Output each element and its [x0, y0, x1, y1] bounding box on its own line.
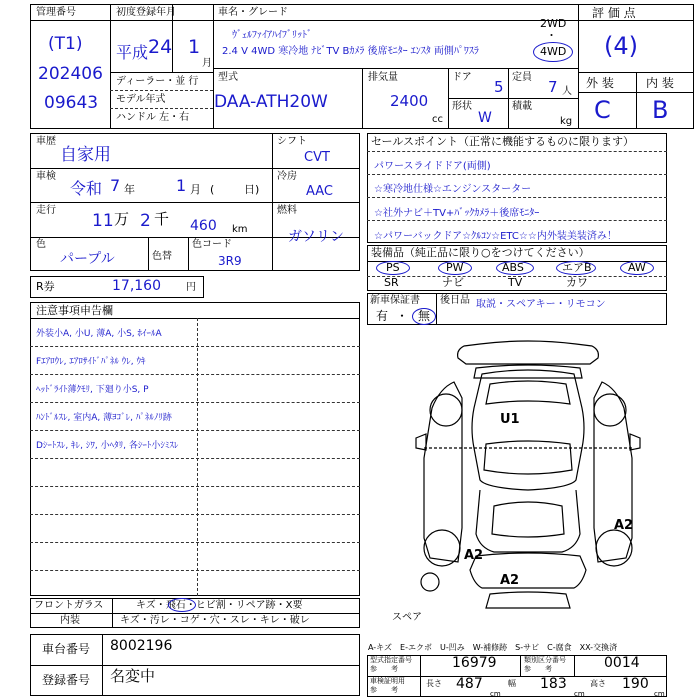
score-value: (4)	[604, 32, 638, 60]
drive-4wd-circle	[533, 42, 573, 62]
ac-value: AAC	[306, 184, 333, 199]
type-designation-label: 型式指定番号 参 考	[370, 656, 412, 673]
month-unit: 月	[202, 58, 212, 69]
color-label: 色	[36, 239, 46, 250]
recycle-label: R券	[36, 280, 55, 293]
interior-cond-label: 内装	[60, 615, 80, 626]
type-label: 型式	[218, 72, 238, 83]
drive-4wd: 4WD	[540, 45, 567, 58]
mileage-man: 11	[92, 211, 114, 231]
history-value: 自家用	[60, 145, 111, 165]
day-open: (	[210, 183, 215, 196]
mileage-rest: 460	[190, 218, 217, 234]
score-label: 評 価 点	[592, 6, 636, 20]
reg-label: 登録番号	[42, 673, 91, 687]
damage-mark-a2-front: A2	[500, 573, 520, 588]
damage-mark-a2-left: A2	[464, 548, 484, 563]
cc-label: 排気量	[368, 72, 398, 83]
inspection-era: 令和	[70, 179, 103, 198]
door-label: ドア	[452, 72, 472, 83]
fuel-label: 燃料	[277, 205, 297, 216]
equip-airbag: エアB	[562, 261, 592, 274]
type-designation-value: 16979	[452, 655, 497, 671]
handle-label: ハンドル 左・右	[116, 112, 190, 123]
height-value: 190	[622, 676, 649, 692]
color-code: 3R9	[218, 254, 242, 268]
note-5: Dｼｰﾄｽﾚ, ｷﾚ, ｼﾜ, 小ﾍﾀﾘ, 各ｼｰﾄ小ｼﾐｽﾚ	[36, 441, 179, 451]
color-code-label: 色コード	[192, 239, 232, 250]
shift-label: シフト	[277, 136, 307, 147]
sales-point-1: パワースライドドア(両側)	[374, 161, 491, 172]
sales-point-2: ☆寒冷地仕様☆エンジンスターター	[374, 184, 532, 195]
month-unit-2: 月	[190, 183, 201, 196]
notes-label: 注意事項申告欄	[36, 304, 113, 317]
recycle-unit: 円	[186, 282, 196, 293]
mileage-label: 走行	[36, 205, 56, 216]
equip-abs: ABS	[502, 261, 524, 274]
circle-pw	[438, 261, 472, 275]
model-year-label: モデル年式	[116, 94, 166, 105]
front-glass-label: フロントガラス	[34, 600, 104, 611]
kanri-label: 管理番号	[36, 7, 76, 18]
circle-aw	[620, 261, 654, 275]
fuel-value: ガソリン	[288, 229, 344, 245]
equip-navi: ナビ	[442, 276, 464, 289]
exterior-label: 外 装	[586, 76, 614, 90]
day-close: 日)	[244, 183, 260, 196]
equipment-label: 装備品（純正品に限り○をつけてください）	[371, 246, 590, 259]
note-4: ﾊﾝﾄﾞﾙｽﾚ, 室内A, 薄ﾖｺﾞﾚ, ﾊﾟﾈﾙﾉﾘ跡	[36, 413, 172, 423]
capacity-value: 7	[548, 78, 558, 96]
name-line2: 2.4 V 4WD 寒冷地 ﾅﾋﾞTV Bｶﾒﾗ 後席ﾓﾆﾀｰ ｴﾝｽﾀ 両側ﾊﾟﾜｽﾗ	[222, 46, 479, 57]
warranty-no: 無	[418, 309, 431, 323]
warranty-yes: 有	[376, 309, 389, 323]
class-value: 0014	[604, 655, 640, 671]
history-label: 車歴	[36, 136, 56, 147]
warranty-dot: ・	[396, 309, 409, 323]
shape-label: 形状	[452, 101, 472, 112]
inspection-year: 7	[110, 176, 121, 195]
length-value: 487	[456, 676, 483, 692]
equip-ps: PS	[386, 261, 400, 274]
chassis-value: 8002196	[110, 638, 173, 654]
reg-month: 1	[188, 36, 201, 58]
accessories-label: 後日品	[440, 295, 470, 306]
reg-value: 名変中	[110, 667, 156, 685]
interior-label: 内 装	[646, 76, 674, 90]
capacity-label: 定員	[512, 72, 532, 83]
equip-tv: TV	[508, 276, 523, 289]
chassis-label: 車台番号	[42, 642, 91, 656]
shift-value: CVT	[304, 150, 330, 165]
cert-label: 車検証明用 参 考	[370, 677, 405, 694]
name-label: 車名・グレード	[218, 7, 288, 18]
sales-points-label: セールスポイント（正常に機能するものに限ります）	[371, 135, 635, 148]
inspection-label: 車検	[36, 171, 56, 182]
note-3: ﾍｯﾄﾞﾗｲﾄ薄ｸﾓﾘ, 下廻り小S, P	[36, 385, 149, 395]
door-value: 5	[494, 78, 504, 96]
circle-abs	[496, 261, 534, 275]
length-label: 長さ	[426, 679, 442, 688]
equip-aw: AW	[628, 261, 646, 274]
damage-mark-a2-right: A2	[614, 518, 634, 533]
damage-mark-u1: U1	[500, 412, 520, 427]
front-glass-value: キズ・飛石・ヒビ割・リペア跡・X要	[136, 600, 303, 611]
man-unit: 万	[114, 210, 130, 228]
width-value: 183	[540, 676, 567, 692]
color-value: パープル	[60, 251, 115, 267]
drive-dot: ・	[546, 29, 557, 42]
cc-value: 2400	[390, 92, 429, 110]
kanri-no2: 09643	[44, 93, 99, 113]
era: 平成	[116, 43, 149, 62]
note-2: Fｴｱﾛｳﾚ, ｴｱﾛｻｲﾄﾞﾊﾟﾈﾙ ｳﾚ, ｳｷ	[36, 357, 146, 367]
cc-unit: cc	[432, 114, 443, 125]
height-unit: cm	[654, 690, 665, 698]
capacity-unit: 人	[562, 86, 572, 97]
interior-grade: B	[652, 96, 669, 124]
year-unit: 年	[124, 183, 135, 196]
shape-value: W	[478, 110, 492, 126]
width-unit: cm	[574, 690, 585, 698]
warranty-label: 新車保証書	[370, 295, 420, 306]
load-unit: kg	[560, 116, 573, 127]
type-value: DAA-ATH20W	[214, 92, 328, 112]
note-1: 外装小A, 小U, 薄A, 小S, ﾎｲｰﾙA	[36, 329, 162, 339]
warranty-no-circle	[412, 308, 436, 325]
ac-label: 冷房	[277, 171, 297, 182]
accessories-value: 取説・スペアキー・リモコン	[476, 299, 606, 310]
height-label: 高さ	[590, 679, 606, 688]
length-unit: cm	[490, 690, 501, 698]
exterior-grade: C	[594, 96, 611, 124]
spare-label: スペア	[392, 612, 422, 623]
car-diagram	[410, 338, 646, 620]
color-no-label: 色替	[152, 251, 172, 262]
equip-leather: カワ	[566, 276, 588, 289]
dealer-label: ディーラー・並 行	[116, 76, 199, 87]
load-label: 積載	[512, 101, 532, 112]
recycle-value: 17,160	[112, 278, 161, 294]
interior-cond-value: キズ・汚レ・コゲ・穴・スレ・キレ・破レ	[120, 615, 310, 626]
sen-unit: 千	[154, 210, 170, 228]
km-unit: km	[232, 224, 248, 235]
class-label: 類別区分番号 参 考	[524, 656, 566, 673]
name-line1: ｳﾞｪﾙﾌｧｲｱﾊｲﾌﾞﾘｯﾄﾞ	[232, 30, 312, 41]
mileage-sen: 2	[140, 211, 151, 231]
circle-ps	[376, 261, 410, 275]
drive-2wd: 2WD	[540, 17, 567, 30]
equip-sr: SR	[384, 276, 399, 289]
sales-point-3: ☆社外ナビ＋TV+ﾊﾞｯｸｶﾒﾗ＋後席ﾓﾆﾀｰ	[374, 208, 540, 219]
first-reg-label: 初度登録年月	[116, 7, 176, 18]
reg-year: 24	[148, 36, 173, 58]
damage-legend: A-キズ E-エクボ U-凹み W-補修跡 S-サビ C-腐食 XX-交換済	[368, 643, 618, 652]
kanri-t: (T1)	[48, 34, 83, 54]
sales-point-4: ☆パワーバックドア☆ｸﾙｺﾝ☆ETC☆☆内外装美装済み！	[374, 231, 617, 242]
equip-pw: PW	[446, 261, 464, 274]
kanri-no1: 202406	[38, 64, 103, 84]
inspection-month: 1	[176, 176, 187, 195]
circle-airbag	[556, 261, 596, 275]
stone-chip-circle	[168, 598, 196, 612]
width-label: 幅	[508, 679, 516, 688]
